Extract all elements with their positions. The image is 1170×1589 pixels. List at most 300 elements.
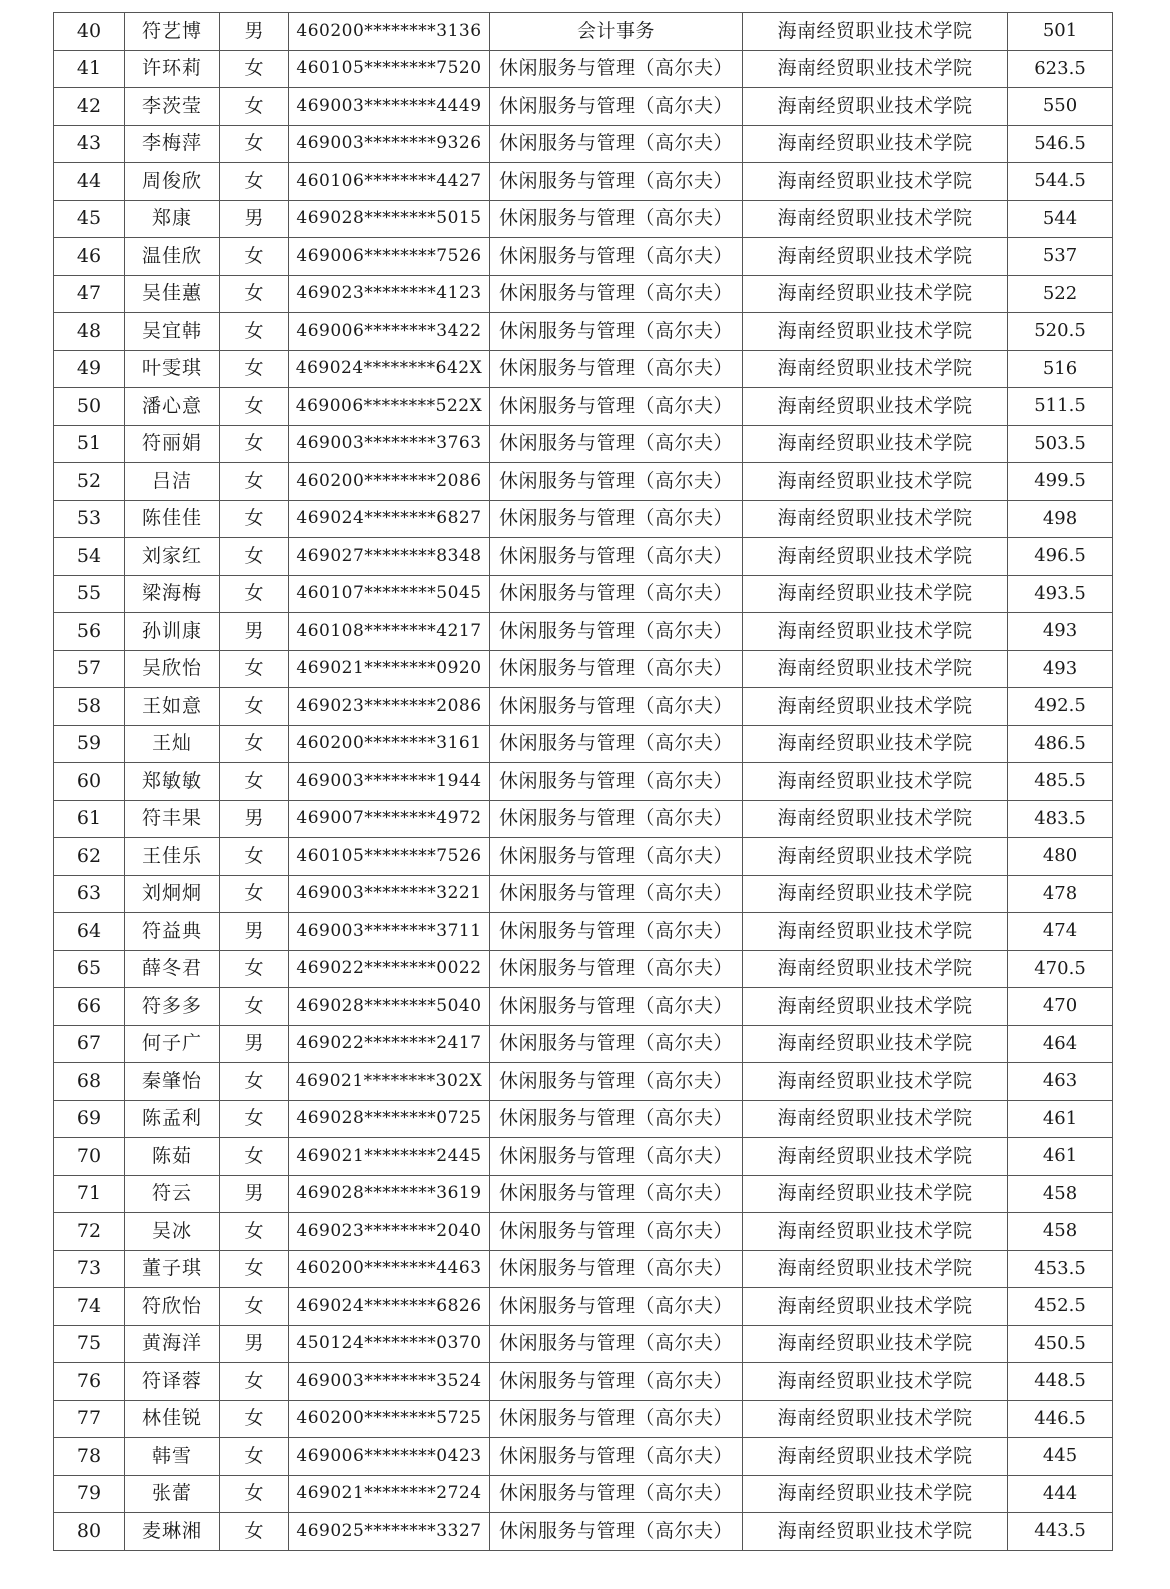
table-row (54, 763, 1113, 801)
cell-gender: 女 (220, 1400, 289, 1438)
cell-major: 休闲服务与管理（高尔夫） (490, 538, 743, 576)
cell-name: 刘家红 (125, 538, 220, 576)
cell-school: 海南经贸职业技术学院 (743, 763, 1008, 801)
cell-score: 485.5 (1008, 763, 1113, 801)
table-row (54, 1175, 1113, 1213)
cell-name: 陈茹 (125, 1138, 220, 1176)
cell-score: 461 (1008, 1138, 1113, 1176)
cell-number: 80 (54, 1513, 125, 1551)
table-row (54, 1138, 1113, 1176)
cell-score: 537 (1008, 238, 1113, 276)
cell-school: 海南经贸职业技术学院 (743, 163, 1008, 201)
cell-score: 470 (1008, 988, 1113, 1026)
cell-gender: 男 (220, 613, 289, 651)
cell-major: 休闲服务与管理（高尔夫） (490, 1475, 743, 1513)
cell-id-number: 469022********0022 (289, 950, 490, 988)
cell-score: 453.5 (1008, 1250, 1113, 1288)
cell-score: 492.5 (1008, 688, 1113, 726)
cell-school: 海南经贸职业技术学院 (743, 500, 1008, 538)
cell-score: 499.5 (1008, 463, 1113, 501)
cell-name: 吕洁 (125, 463, 220, 501)
table-row (54, 238, 1113, 276)
table-row (54, 1513, 1113, 1551)
cell-id-number: 469007********4972 (289, 800, 490, 838)
table-row (54, 913, 1113, 951)
cell-number: 60 (54, 763, 125, 801)
cell-name: 符益典 (125, 913, 220, 951)
cell-number: 68 (54, 1063, 125, 1101)
cell-id-number: 469021********2724 (289, 1475, 490, 1513)
cell-name: 吴欣怡 (125, 650, 220, 688)
cell-score: 498 (1008, 500, 1113, 538)
cell-gender: 女 (220, 238, 289, 276)
table-row (54, 163, 1113, 201)
cell-school: 海南经贸职业技术学院 (743, 275, 1008, 313)
cell-major: 休闲服务与管理（高尔夫） (490, 238, 743, 276)
cell-gender: 女 (220, 688, 289, 726)
cell-major: 休闲服务与管理（高尔夫） (490, 575, 743, 613)
cell-name: 李茨莹 (125, 88, 220, 126)
cell-id-number: 460106********4427 (289, 163, 490, 201)
cell-gender: 女 (220, 1250, 289, 1288)
cell-major: 休闲服务与管理（高尔夫） (490, 725, 743, 763)
cell-score: 493.5 (1008, 575, 1113, 613)
cell-score: 511.5 (1008, 388, 1113, 426)
cell-gender: 女 (220, 1100, 289, 1138)
cell-score: 544 (1008, 200, 1113, 238)
cell-score: 483.5 (1008, 800, 1113, 838)
table-row (54, 1250, 1113, 1288)
cell-gender: 男 (220, 800, 289, 838)
admission-table (53, 12, 1113, 1551)
cell-major: 休闲服务与管理（高尔夫） (490, 1213, 743, 1251)
cell-score: 522 (1008, 275, 1113, 313)
cell-school: 海南经贸职业技术学院 (743, 988, 1008, 1026)
cell-number: 45 (54, 200, 125, 238)
cell-score: 448.5 (1008, 1363, 1113, 1401)
cell-school: 海南经贸职业技术学院 (743, 1325, 1008, 1363)
cell-school: 海南经贸职业技术学院 (743, 1063, 1008, 1101)
table-row (54, 1100, 1113, 1138)
cell-number: 44 (54, 163, 125, 201)
cell-name: 孙训康 (125, 613, 220, 651)
cell-gender: 女 (220, 163, 289, 201)
cell-gender: 女 (220, 50, 289, 88)
cell-gender: 女 (220, 575, 289, 613)
cell-major: 休闲服务与管理（高尔夫） (490, 988, 743, 1026)
cell-name: 王佳乐 (125, 838, 220, 876)
cell-number: 57 (54, 650, 125, 688)
cell-number: 79 (54, 1475, 125, 1513)
cell-gender: 女 (220, 950, 289, 988)
cell-name: 吴冰 (125, 1213, 220, 1251)
cell-id-number: 460105********7526 (289, 838, 490, 876)
cell-school: 海南经贸职业技术学院 (743, 875, 1008, 913)
cell-name: 吴宜韩 (125, 313, 220, 351)
cell-gender: 女 (220, 350, 289, 388)
cell-score: 544.5 (1008, 163, 1113, 201)
cell-major: 休闲服务与管理（高尔夫） (490, 613, 743, 651)
cell-name: 秦肇怡 (125, 1063, 220, 1101)
table-row (54, 50, 1113, 88)
cell-gender: 女 (220, 388, 289, 426)
table-row (54, 350, 1113, 388)
cell-gender: 女 (220, 1288, 289, 1326)
cell-gender: 女 (220, 988, 289, 1026)
cell-name: 梁海梅 (125, 575, 220, 613)
cell-major: 休闲服务与管理（高尔夫） (490, 313, 743, 351)
cell-number: 76 (54, 1363, 125, 1401)
cell-name: 韩雪 (125, 1438, 220, 1476)
table-row (54, 1025, 1113, 1063)
cell-gender: 女 (220, 763, 289, 801)
table-row (54, 463, 1113, 501)
cell-major: 休闲服务与管理（高尔夫） (490, 1138, 743, 1176)
cell-number: 59 (54, 725, 125, 763)
table-row (54, 1288, 1113, 1326)
cell-major: 休闲服务与管理（高尔夫） (490, 425, 743, 463)
cell-gender: 男 (220, 1025, 289, 1063)
cell-number: 49 (54, 350, 125, 388)
cell-gender: 女 (220, 313, 289, 351)
cell-major: 休闲服务与管理（高尔夫） (490, 275, 743, 313)
cell-id-number: 469003********3711 (289, 913, 490, 951)
cell-number: 41 (54, 50, 125, 88)
cell-score: 501 (1008, 13, 1113, 51)
cell-number: 67 (54, 1025, 125, 1063)
cell-major: 会计事务 (490, 13, 743, 51)
cell-number: 78 (54, 1438, 125, 1476)
cell-id-number: 469028********3619 (289, 1175, 490, 1213)
cell-gender: 女 (220, 1438, 289, 1476)
cell-gender: 女 (220, 875, 289, 913)
cell-gender: 女 (220, 1513, 289, 1551)
cell-score: 446.5 (1008, 1400, 1113, 1438)
cell-gender: 女 (220, 650, 289, 688)
cell-number: 71 (54, 1175, 125, 1213)
table-row (54, 800, 1113, 838)
cell-gender: 女 (220, 463, 289, 501)
cell-id-number: 469023********4123 (289, 275, 490, 313)
cell-major: 休闲服务与管理（高尔夫） (490, 163, 743, 201)
cell-id-number: 469024********642X (289, 350, 490, 388)
cell-major: 休闲服务与管理（高尔夫） (490, 1063, 743, 1101)
cell-score: 443.5 (1008, 1513, 1113, 1551)
cell-score: 445 (1008, 1438, 1113, 1476)
cell-name: 符艺博 (125, 13, 220, 51)
cell-score: 463 (1008, 1063, 1113, 1101)
cell-id-number: 469003********1944 (289, 763, 490, 801)
cell-name: 符欣怡 (125, 1288, 220, 1326)
cell-name: 李梅萍 (125, 125, 220, 163)
cell-name: 周俊欣 (125, 163, 220, 201)
cell-name: 符丽娟 (125, 425, 220, 463)
cell-score: 458 (1008, 1213, 1113, 1251)
table-row (54, 838, 1113, 876)
table-row (54, 1438, 1113, 1476)
cell-id-number: 460200********2086 (289, 463, 490, 501)
cell-school: 海南经贸职业技术学院 (743, 1438, 1008, 1476)
cell-score: 458 (1008, 1175, 1113, 1213)
cell-school: 海南经贸职业技术学院 (743, 1475, 1008, 1513)
cell-gender: 女 (220, 88, 289, 126)
cell-major: 休闲服务与管理（高尔夫） (490, 1025, 743, 1063)
table-row (54, 650, 1113, 688)
cell-major: 休闲服务与管理（高尔夫） (490, 838, 743, 876)
cell-major: 休闲服务与管理（高尔夫） (490, 1100, 743, 1138)
cell-number: 69 (54, 1100, 125, 1138)
cell-major: 休闲服务与管理（高尔夫） (490, 800, 743, 838)
cell-school: 海南经贸职业技术学院 (743, 350, 1008, 388)
cell-major: 休闲服务与管理（高尔夫） (490, 200, 743, 238)
cell-id-number: 469021********302X (289, 1063, 490, 1101)
cell-gender: 女 (220, 1363, 289, 1401)
cell-major: 休闲服务与管理（高尔夫） (490, 500, 743, 538)
table-row (54, 88, 1113, 126)
cell-name: 符译蓉 (125, 1363, 220, 1401)
cell-id-number: 460200********3136 (289, 13, 490, 51)
table-row (54, 688, 1113, 726)
cell-school: 海南经贸职业技术学院 (743, 13, 1008, 51)
table-row (54, 1325, 1113, 1363)
cell-school: 海南经贸职业技术学院 (743, 1288, 1008, 1326)
cell-number: 50 (54, 388, 125, 426)
cell-school: 海南经贸职业技术学院 (743, 463, 1008, 501)
cell-name: 温佳欣 (125, 238, 220, 276)
cell-major: 休闲服务与管理（高尔夫） (490, 388, 743, 426)
cell-gender: 男 (220, 13, 289, 51)
cell-score: 520.5 (1008, 313, 1113, 351)
cell-major: 休闲服务与管理（高尔夫） (490, 1250, 743, 1288)
cell-id-number: 469023********2040 (289, 1213, 490, 1251)
table-row (54, 200, 1113, 238)
cell-id-number: 469003********9326 (289, 125, 490, 163)
cell-name: 许环莉 (125, 50, 220, 88)
cell-number: 46 (54, 238, 125, 276)
cell-school: 海南经贸职业技术学院 (743, 88, 1008, 126)
cell-id-number: 469028********0725 (289, 1100, 490, 1138)
cell-score: 550 (1008, 88, 1113, 126)
cell-id-number: 469023********2086 (289, 688, 490, 726)
cell-major: 休闲服务与管理（高尔夫） (490, 1325, 743, 1363)
cell-score: 464 (1008, 1025, 1113, 1063)
cell-id-number: 469003********3221 (289, 875, 490, 913)
cell-name: 吴佳蕙 (125, 275, 220, 313)
cell-name: 郑敏敏 (125, 763, 220, 801)
cell-school: 海南经贸职业技术学院 (743, 125, 1008, 163)
cell-gender: 女 (220, 125, 289, 163)
cell-school: 海南经贸职业技术学院 (743, 1363, 1008, 1401)
cell-id-number: 469003********3763 (289, 425, 490, 463)
table-row (54, 425, 1113, 463)
cell-major: 休闲服务与管理（高尔夫） (490, 1400, 743, 1438)
cell-score: 478 (1008, 875, 1113, 913)
cell-number: 55 (54, 575, 125, 613)
cell-id-number: 450124********0370 (289, 1325, 490, 1363)
cell-name: 陈孟利 (125, 1100, 220, 1138)
cell-gender: 女 (220, 1138, 289, 1176)
cell-number: 47 (54, 275, 125, 313)
table-row (54, 500, 1113, 538)
cell-school: 海南经贸职业技术学院 (743, 1400, 1008, 1438)
cell-name: 符多多 (125, 988, 220, 1026)
cell-major: 休闲服务与管理（高尔夫） (490, 1513, 743, 1551)
cell-id-number: 469006********0423 (289, 1438, 490, 1476)
cell-name: 何子广 (125, 1025, 220, 1063)
admission-list-sheet (53, 12, 1113, 1551)
cell-name: 陈佳佳 (125, 500, 220, 538)
cell-major: 休闲服务与管理（高尔夫） (490, 950, 743, 988)
cell-school: 海南经贸职业技术学院 (743, 1513, 1008, 1551)
cell-gender: 女 (220, 1063, 289, 1101)
cell-school: 海南经贸职业技术学院 (743, 1213, 1008, 1251)
cell-major: 休闲服务与管理（高尔夫） (490, 1438, 743, 1476)
cell-number: 63 (54, 875, 125, 913)
cell-score: 444 (1008, 1475, 1113, 1513)
cell-number: 51 (54, 425, 125, 463)
cell-major: 休闲服务与管理（高尔夫） (490, 50, 743, 88)
cell-gender: 男 (220, 913, 289, 951)
cell-number: 72 (54, 1213, 125, 1251)
table-row (54, 125, 1113, 163)
cell-school: 海南经贸职业技术学院 (743, 50, 1008, 88)
cell-id-number: 460200********3161 (289, 725, 490, 763)
cell-gender: 女 (220, 425, 289, 463)
table-row (54, 538, 1113, 576)
cell-id-number: 460200********4463 (289, 1250, 490, 1288)
cell-number: 42 (54, 88, 125, 126)
cell-score: 493 (1008, 613, 1113, 651)
cell-name: 刘炯炯 (125, 875, 220, 913)
table-row (54, 613, 1113, 651)
cell-score: 470.5 (1008, 950, 1113, 988)
cell-id-number: 460105********7520 (289, 50, 490, 88)
cell-name: 潘心意 (125, 388, 220, 426)
cell-school: 海南经贸职业技术学院 (743, 1138, 1008, 1176)
cell-school: 海南经贸职业技术学院 (743, 1250, 1008, 1288)
cell-score: 480 (1008, 838, 1113, 876)
cell-major: 休闲服务与管理（高尔夫） (490, 1175, 743, 1213)
cell-id-number: 469027********8348 (289, 538, 490, 576)
cell-score: 486.5 (1008, 725, 1113, 763)
cell-gender: 女 (220, 838, 289, 876)
cell-major: 休闲服务与管理（高尔夫） (490, 875, 743, 913)
cell-id-number: 469024********6826 (289, 1288, 490, 1326)
cell-gender: 女 (220, 275, 289, 313)
cell-school: 海南经贸职业技术学院 (743, 725, 1008, 763)
cell-major: 休闲服务与管理（高尔夫） (490, 1288, 743, 1326)
cell-school: 海南经贸职业技术学院 (743, 613, 1008, 651)
table-row (54, 725, 1113, 763)
cell-major: 休闲服务与管理（高尔夫） (490, 463, 743, 501)
cell-school: 海南经贸职业技术学院 (743, 1025, 1008, 1063)
cell-school: 海南经贸职业技术学院 (743, 200, 1008, 238)
cell-school: 海南经贸职业技术学院 (743, 1175, 1008, 1213)
cell-school: 海南经贸职业技术学院 (743, 950, 1008, 988)
cell-name: 符云 (125, 1175, 220, 1213)
cell-number: 58 (54, 688, 125, 726)
table-row (54, 13, 1113, 51)
table-row (54, 1400, 1113, 1438)
cell-gender: 女 (220, 725, 289, 763)
table-body (54, 13, 1113, 1551)
cell-number: 62 (54, 838, 125, 876)
cell-number: 61 (54, 800, 125, 838)
cell-number: 43 (54, 125, 125, 163)
cell-number: 64 (54, 913, 125, 951)
cell-school: 海南经贸职业技术学院 (743, 238, 1008, 276)
cell-gender: 男 (220, 200, 289, 238)
cell-score: 546.5 (1008, 125, 1113, 163)
cell-score: 496.5 (1008, 538, 1113, 576)
cell-school: 海南经贸职业技术学院 (743, 538, 1008, 576)
table-row (54, 875, 1113, 913)
cell-major: 休闲服务与管理（高尔夫） (490, 88, 743, 126)
cell-major: 休闲服务与管理（高尔夫） (490, 350, 743, 388)
cell-school: 海南经贸职业技术学院 (743, 650, 1008, 688)
cell-score: 474 (1008, 913, 1113, 951)
cell-score: 493 (1008, 650, 1113, 688)
cell-score: 516 (1008, 350, 1113, 388)
cell-gender: 女 (220, 1213, 289, 1251)
table-row (54, 388, 1113, 426)
cell-school: 海南经贸职业技术学院 (743, 913, 1008, 951)
cell-name: 王灿 (125, 725, 220, 763)
cell-number: 54 (54, 538, 125, 576)
table-row (54, 1213, 1113, 1251)
cell-id-number: 460108********4217 (289, 613, 490, 651)
cell-school: 海南经贸职业技术学院 (743, 688, 1008, 726)
cell-id-number: 469006********7526 (289, 238, 490, 276)
cell-school: 海南经贸职业技术学院 (743, 800, 1008, 838)
cell-name: 黄海洋 (125, 1325, 220, 1363)
cell-id-number: 469006********3422 (289, 313, 490, 351)
cell-id-number: 469021********2445 (289, 1138, 490, 1176)
cell-number: 53 (54, 500, 125, 538)
cell-school: 海南经贸职业技术学院 (743, 575, 1008, 613)
cell-major: 休闲服务与管理（高尔夫） (490, 1363, 743, 1401)
cell-number: 74 (54, 1288, 125, 1326)
cell-school: 海南经贸职业技术学院 (743, 388, 1008, 426)
cell-gender: 女 (220, 1475, 289, 1513)
cell-id-number: 469006********522X (289, 388, 490, 426)
table-row (54, 950, 1113, 988)
cell-school: 海南经贸职业技术学院 (743, 1100, 1008, 1138)
cell-name: 符丰果 (125, 800, 220, 838)
cell-name: 郑康 (125, 200, 220, 238)
cell-major: 休闲服务与管理（高尔夫） (490, 688, 743, 726)
cell-number: 73 (54, 1250, 125, 1288)
cell-number: 48 (54, 313, 125, 351)
cell-name: 王如意 (125, 688, 220, 726)
cell-name: 董子琪 (125, 1250, 220, 1288)
cell-gender: 男 (220, 1325, 289, 1363)
cell-number: 66 (54, 988, 125, 1026)
cell-name: 薛冬君 (125, 950, 220, 988)
cell-school: 海南经贸职业技术学院 (743, 425, 1008, 463)
cell-school: 海南经贸职业技术学院 (743, 313, 1008, 351)
cell-number: 56 (54, 613, 125, 651)
cell-major: 休闲服务与管理（高尔夫） (490, 763, 743, 801)
cell-score: 450.5 (1008, 1325, 1113, 1363)
cell-number: 40 (54, 13, 125, 51)
cell-score: 503.5 (1008, 425, 1113, 463)
cell-id-number: 469022********2417 (289, 1025, 490, 1063)
cell-id-number: 469024********6827 (289, 500, 490, 538)
cell-id-number: 469028********5015 (289, 200, 490, 238)
cell-number: 70 (54, 1138, 125, 1176)
cell-number: 52 (54, 463, 125, 501)
